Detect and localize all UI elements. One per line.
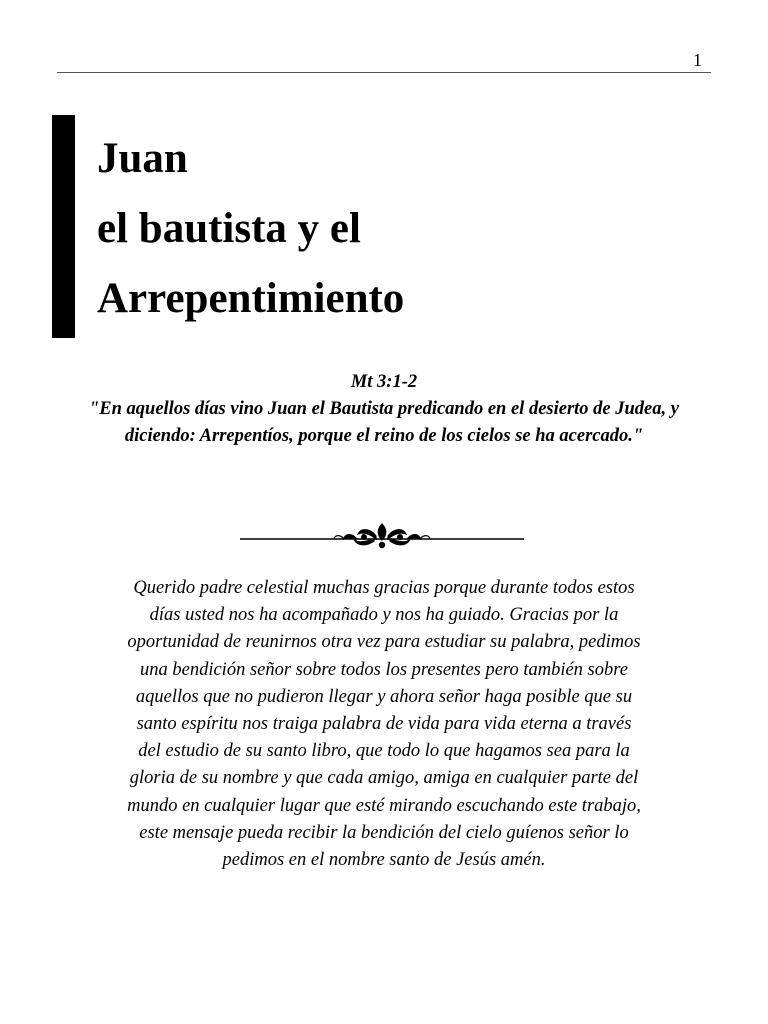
verse-text: "En aquellos días vino Juan el Bautista predicando en el desierto de Judea, y diciendo: Arrepentíos, porque el reino de los cielos se ha acercado." bbox=[89, 399, 679, 446]
page-number: 1 bbox=[693, 50, 702, 70]
title-line-1: Juan bbox=[97, 135, 188, 182]
title-line-3: Arrepentimiento bbox=[97, 275, 405, 322]
title-line-2: el bautista y el bbox=[97, 205, 361, 252]
bible-verse bbox=[60, 369, 708, 450]
opening-prayer: Querido padre celestial muchas gracias porque durante todos estos días usted nos ha acompañado y nos ha guiado. Gracias por la oportunidad de reunirnos otra vez para estudiar su palabra, pedimos una bendición señor sobre todos los presentes pero también sobre aquellos que no pudieron llegar y ahora señor haga posible que su santo espíritu nos traiga palabra de vida para vida eterna a través del estudio de su santo libro, que todo lo que hagamos sea para la gloria de su nombre y que cada amigo, amiga en cualquier parte del mundo en cualquier lugar que esté mirando escuchando este trabajo, este mensaje pueda recibir la bendición del cielo guíenos señor lo pedimos en el nombre santo de Jesús amén. bbox=[127, 578, 641, 871]
verse-reference: Mt 3:1-2 bbox=[350, 372, 418, 392]
page-title bbox=[97, 124, 717, 334]
floral-divider-icon bbox=[240, 518, 524, 554]
title-accent-bar bbox=[52, 115, 75, 338]
header-rule bbox=[57, 72, 711, 73]
